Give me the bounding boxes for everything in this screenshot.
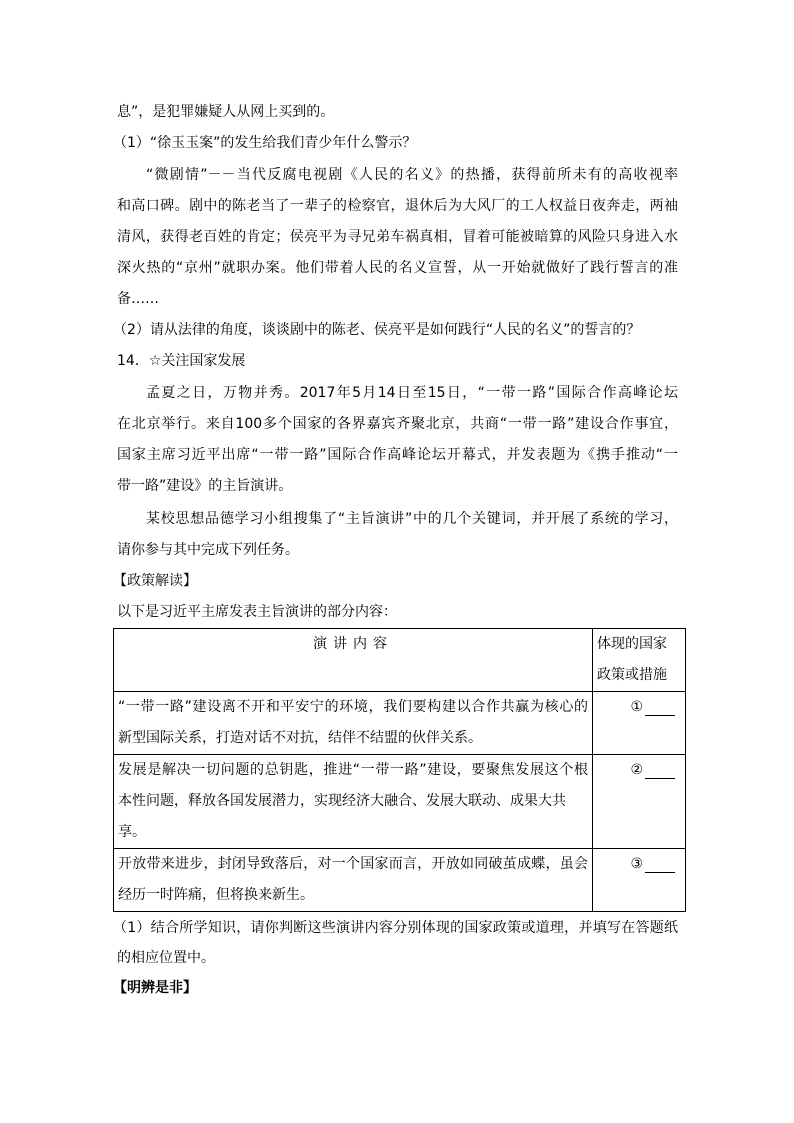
question-14-title: 14．☆关注国家发展 [117,353,246,369]
question-1: （1）“徐玉玉案”的发生给我们青少年什么警示？ [113,135,417,151]
task-paragraph-line: 某校思想品德学习小组搜集了“主旨演讲”中的几个关键词，并开展了系统的学习， [146,511,678,527]
question-1-after-table: 的相应位置中。 [117,950,215,966]
drama-paragraph-line: 深火热的“京州”就职办案。他们带着人民的名义宣誓，从一开始就做好了践行誓言的准 [117,260,678,276]
blank-underline [645,856,675,873]
intro-paragraph-line: 孟夏之日，万物并秀。2017年5月14日至15日，“一带一路”国际合作高峰论坛 [146,385,678,401]
drama-paragraph-line: 和高口碑。剧中的陈老当了一辈子的检察官，退休后为大风厂的工人权益日夜奔走，两袖 [117,198,678,214]
speech-content-cell [114,692,593,755]
speech-table [113,628,686,912]
header-policy-line: 政策或措施 [597,667,667,683]
cell-line: 本性问题，释放各国发展潜力，实现经济大融合、发展大联动、成果大共享。 [118,793,566,840]
drama-paragraph-line: 清风，获得老百姓的肯定；侯亮平为寻兄弟车祸真相，冒着可能被暗算的风险只身进入水 [117,229,678,245]
table-intro: 以下是习近平主席发表主旨演讲的部分内容： [117,604,397,620]
intro-paragraph-line: 带一路”建设》的主旨演讲。 [117,478,293,494]
table-row [114,692,686,755]
speech-content-cell [114,849,593,912]
cell-line: 发展是解决一切问题的总钥匙，推进“一带一路”建设，要聚焦发展这个根 [118,762,588,778]
cell-line: 开放带来进步，封闭导致落后，对一个国家而言，开放如同破茧成蝶，虽会 [118,856,588,872]
table-header-row [114,629,686,692]
blank-number: ③ [630,856,643,872]
speech-content-cell [114,755,593,849]
table-row [114,755,686,849]
question-2: （2）请从法律的角度，谈谈剧中的陈老、侯亮平是如何践行“人民的名义”的誓言的？ [113,322,641,338]
header-policy-line: 体现的国家 [597,636,667,652]
drama-paragraph-line: “微剧情”－－当代反腐电视剧《人民的名义》的热播，获得前所未有的高收视率 [146,167,678,183]
header-policy [593,629,686,692]
intro-paragraph-line: 在北京举行。来自100多个国家的各界嘉宾齐聚北京，共商“一带一路”建设合作事宜， [117,416,678,432]
header-speech-content: 演讲内容 [114,629,593,692]
answer-blank-3[interactable] [593,849,686,912]
drama-paragraph-line: 备…… [117,291,159,307]
section-heading-judge: 【明辨是非】 [113,980,197,996]
cell-line: “一带一路”建设离不开和平安宁的环境，我们要构建以合作共赢为核心的 [118,699,588,715]
blank-underline [645,699,675,716]
blank-number: ② [630,762,643,778]
task-paragraph-line: 请你参与其中完成下列任务。 [117,542,299,558]
answer-blank-1[interactable] [593,692,686,755]
section-heading-policy: 【政策解读】 [113,573,197,589]
answer-blank-2[interactable] [593,755,686,849]
question-1-after-table: （1）结合所学知识，请你判断这些演讲内容分别体现的国家政策或道理，并填写在答题纸 [113,920,678,936]
intro-paragraph-line: 国家主席习近平出席“一带一路”国际合作高峰论坛开幕式，并发表题为《携手推动“一 [117,447,678,463]
blank-underline [645,762,675,779]
text-line: 息”，是犯罪嫌疑人从网上买到的。 [117,104,335,120]
table-row [114,849,686,912]
cell-line: 新型国际关系，打造对话不对抗，结伴不结盟的伙伴关系。 [118,730,482,746]
cell-line: 经历一时阵痛，但将换来新生。 [118,887,314,903]
blank-number: ① [630,699,643,715]
